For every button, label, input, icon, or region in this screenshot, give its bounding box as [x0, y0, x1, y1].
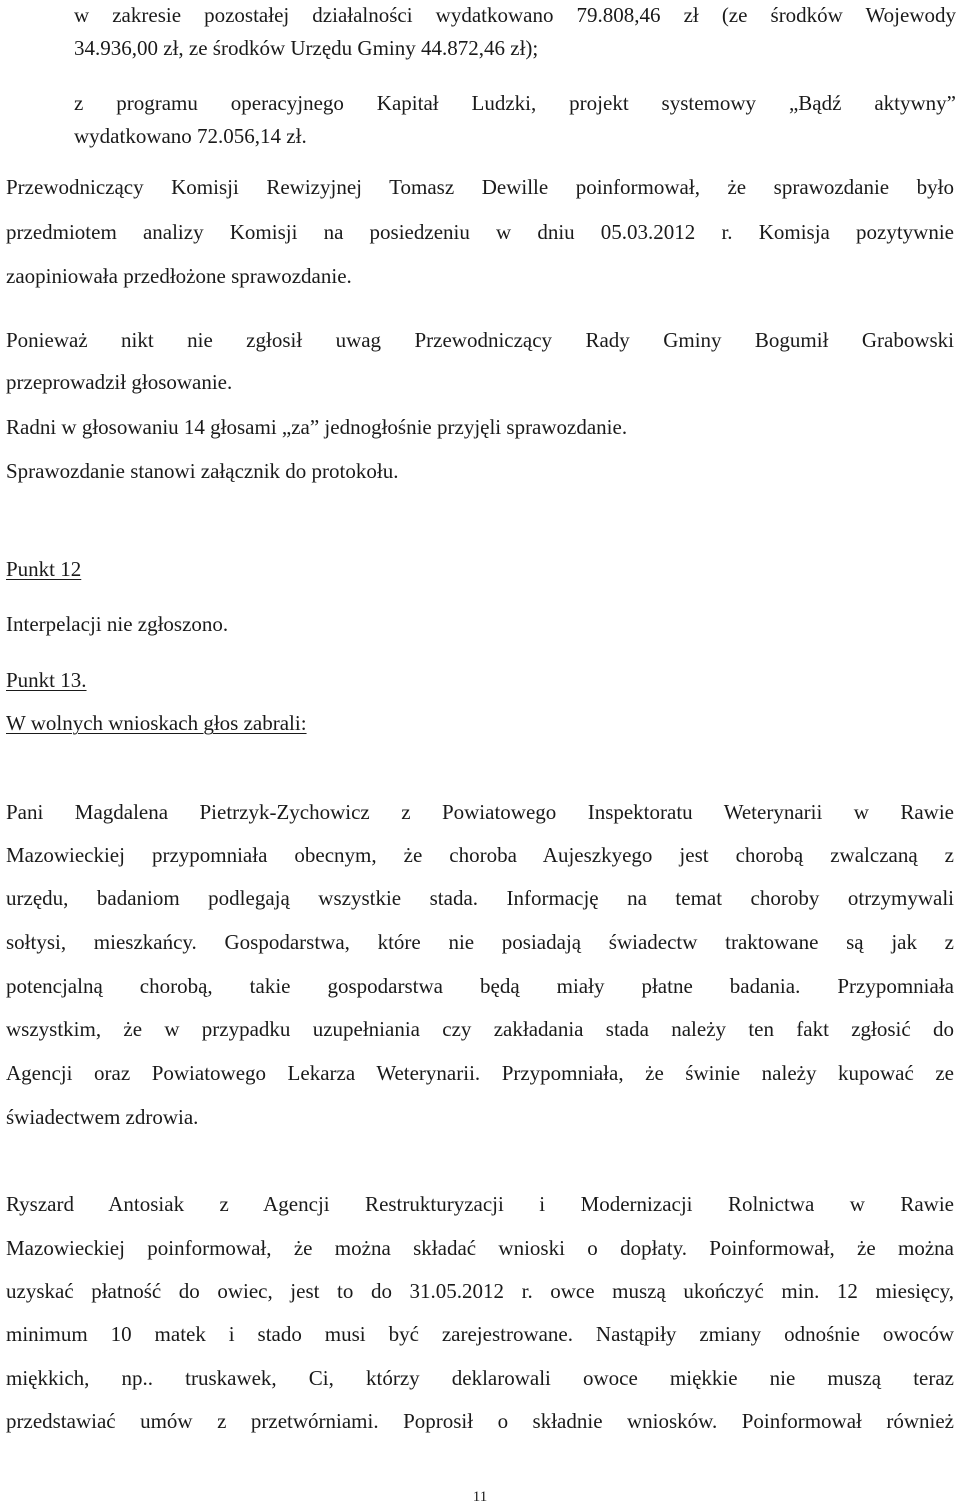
- text-line: Ryszard Antosiak z Agencji Restrukturyzacji i Modernizacji Rolnictwa w Rawie: [6, 1192, 954, 1216]
- text-line: Pani Magdalena Pietrzyk-Zychowicz z Powiatowego Inspektoratu Weterynarii w Rawie: [6, 800, 954, 824]
- text-line: świadectwem zdrowia.: [6, 1105, 199, 1129]
- text-line: sołtysi, mieszkańcy. Gospodarstwa, które nie posiadają świadectw traktowane są jak z: [6, 930, 954, 954]
- text-line: wszystkim, że w przypadku uzupełniania czy zakładania stada należy ten fakt zgłosić do: [6, 1017, 954, 1041]
- text-line: Ponieważ nikt nie zgłosił uwag Przewodniczący Rady Gminy Bogumił Grabowski: [6, 328, 954, 352]
- list-item-line: wydatkowano 72.056,14 zł.: [74, 124, 307, 148]
- list-item-line: 34.936,00 zł, ze środków Urzędu Gminy 44.872,46 zł);: [74, 36, 539, 60]
- text-line: przedmiotem analizy Komisji na posiedzeniu w dniu 05.03.2012 r. Komisja pozytywnie: [6, 220, 954, 244]
- punkt13-heading: Punkt 13.: [6, 668, 87, 692]
- list-item-line: z programu operacyjnego Kapitał Ludzki, projekt systemowy „Bądź aktywny”: [74, 91, 956, 115]
- text-line: uzyskać płatność do owiec, jest to do 31.05.2012 r. owce muszą ukończyć min. 12 miesięcy,: [6, 1279, 954, 1303]
- text-line: miękkich, np.. truskawek, Ci, którzy deklarowali owoce miękkie nie muszą teraz: [6, 1366, 954, 1390]
- punkt12-heading: Punkt 12: [6, 557, 82, 581]
- text-line: urzędu, badaniom podlegają wszystkie stada. Informację na temat choroby otrzymywali: [6, 886, 954, 910]
- list-item: [6, 0, 956, 65]
- text-line: minimum 10 matek i stado musi być zarejestrowane. Nastąpiły zmiany odnośnie owoców: [6, 1322, 954, 1346]
- text-line: potencjalną chorobą, takie gospodarstwa będą miały płatne badania. Przypomniała: [6, 974, 954, 998]
- text-line: Mazowieckiej poinformował, że można składać wnioski o dopłaty. Poinformował, że można: [6, 1236, 954, 1260]
- text-line: Agencji oraz Powiatowego Lekarza Weterynarii. Przypomniała, że świnie należy kupować ze: [6, 1061, 954, 1085]
- list-item: [6, 87, 956, 153]
- text-line: przeprowadził głosowanie.: [6, 370, 233, 394]
- text-line: zaopiniowała przedłożone sprawozdanie.: [6, 264, 352, 288]
- punkt12-text: Interpelacji nie zgłoszono.: [6, 612, 229, 636]
- text-line: Przewodniczący Komisji Rewizyjnej Tomasz Dewille poinformował, że sprawozdanie było: [6, 175, 954, 199]
- text-line: przedstawiać umów z przetwórniami. Poprosił o składnie wniosków. Poinformował również: [6, 1409, 954, 1433]
- text-line: Mazowieckiej przypomniała obecnym, że choroba Aujeszkyego jest chorobą zwalczaną z: [6, 843, 954, 867]
- list-item-line: w zakresie pozostałej działalności wydatkowano 79.808,46 zł (ze środków Wojewody: [74, 3, 956, 27]
- punkt13-subheading: W wolnych wnioskach głos zabrali:: [6, 711, 307, 735]
- vote-result: Radni w głosowaniu 14 głosami „za” jednogłośnie przyjęli sprawozdanie.: [6, 415, 628, 439]
- page-number: 11: [472, 1489, 488, 1505]
- attachment-note: Sprawozdanie stanowi załącznik do protokołu.: [6, 459, 399, 483]
